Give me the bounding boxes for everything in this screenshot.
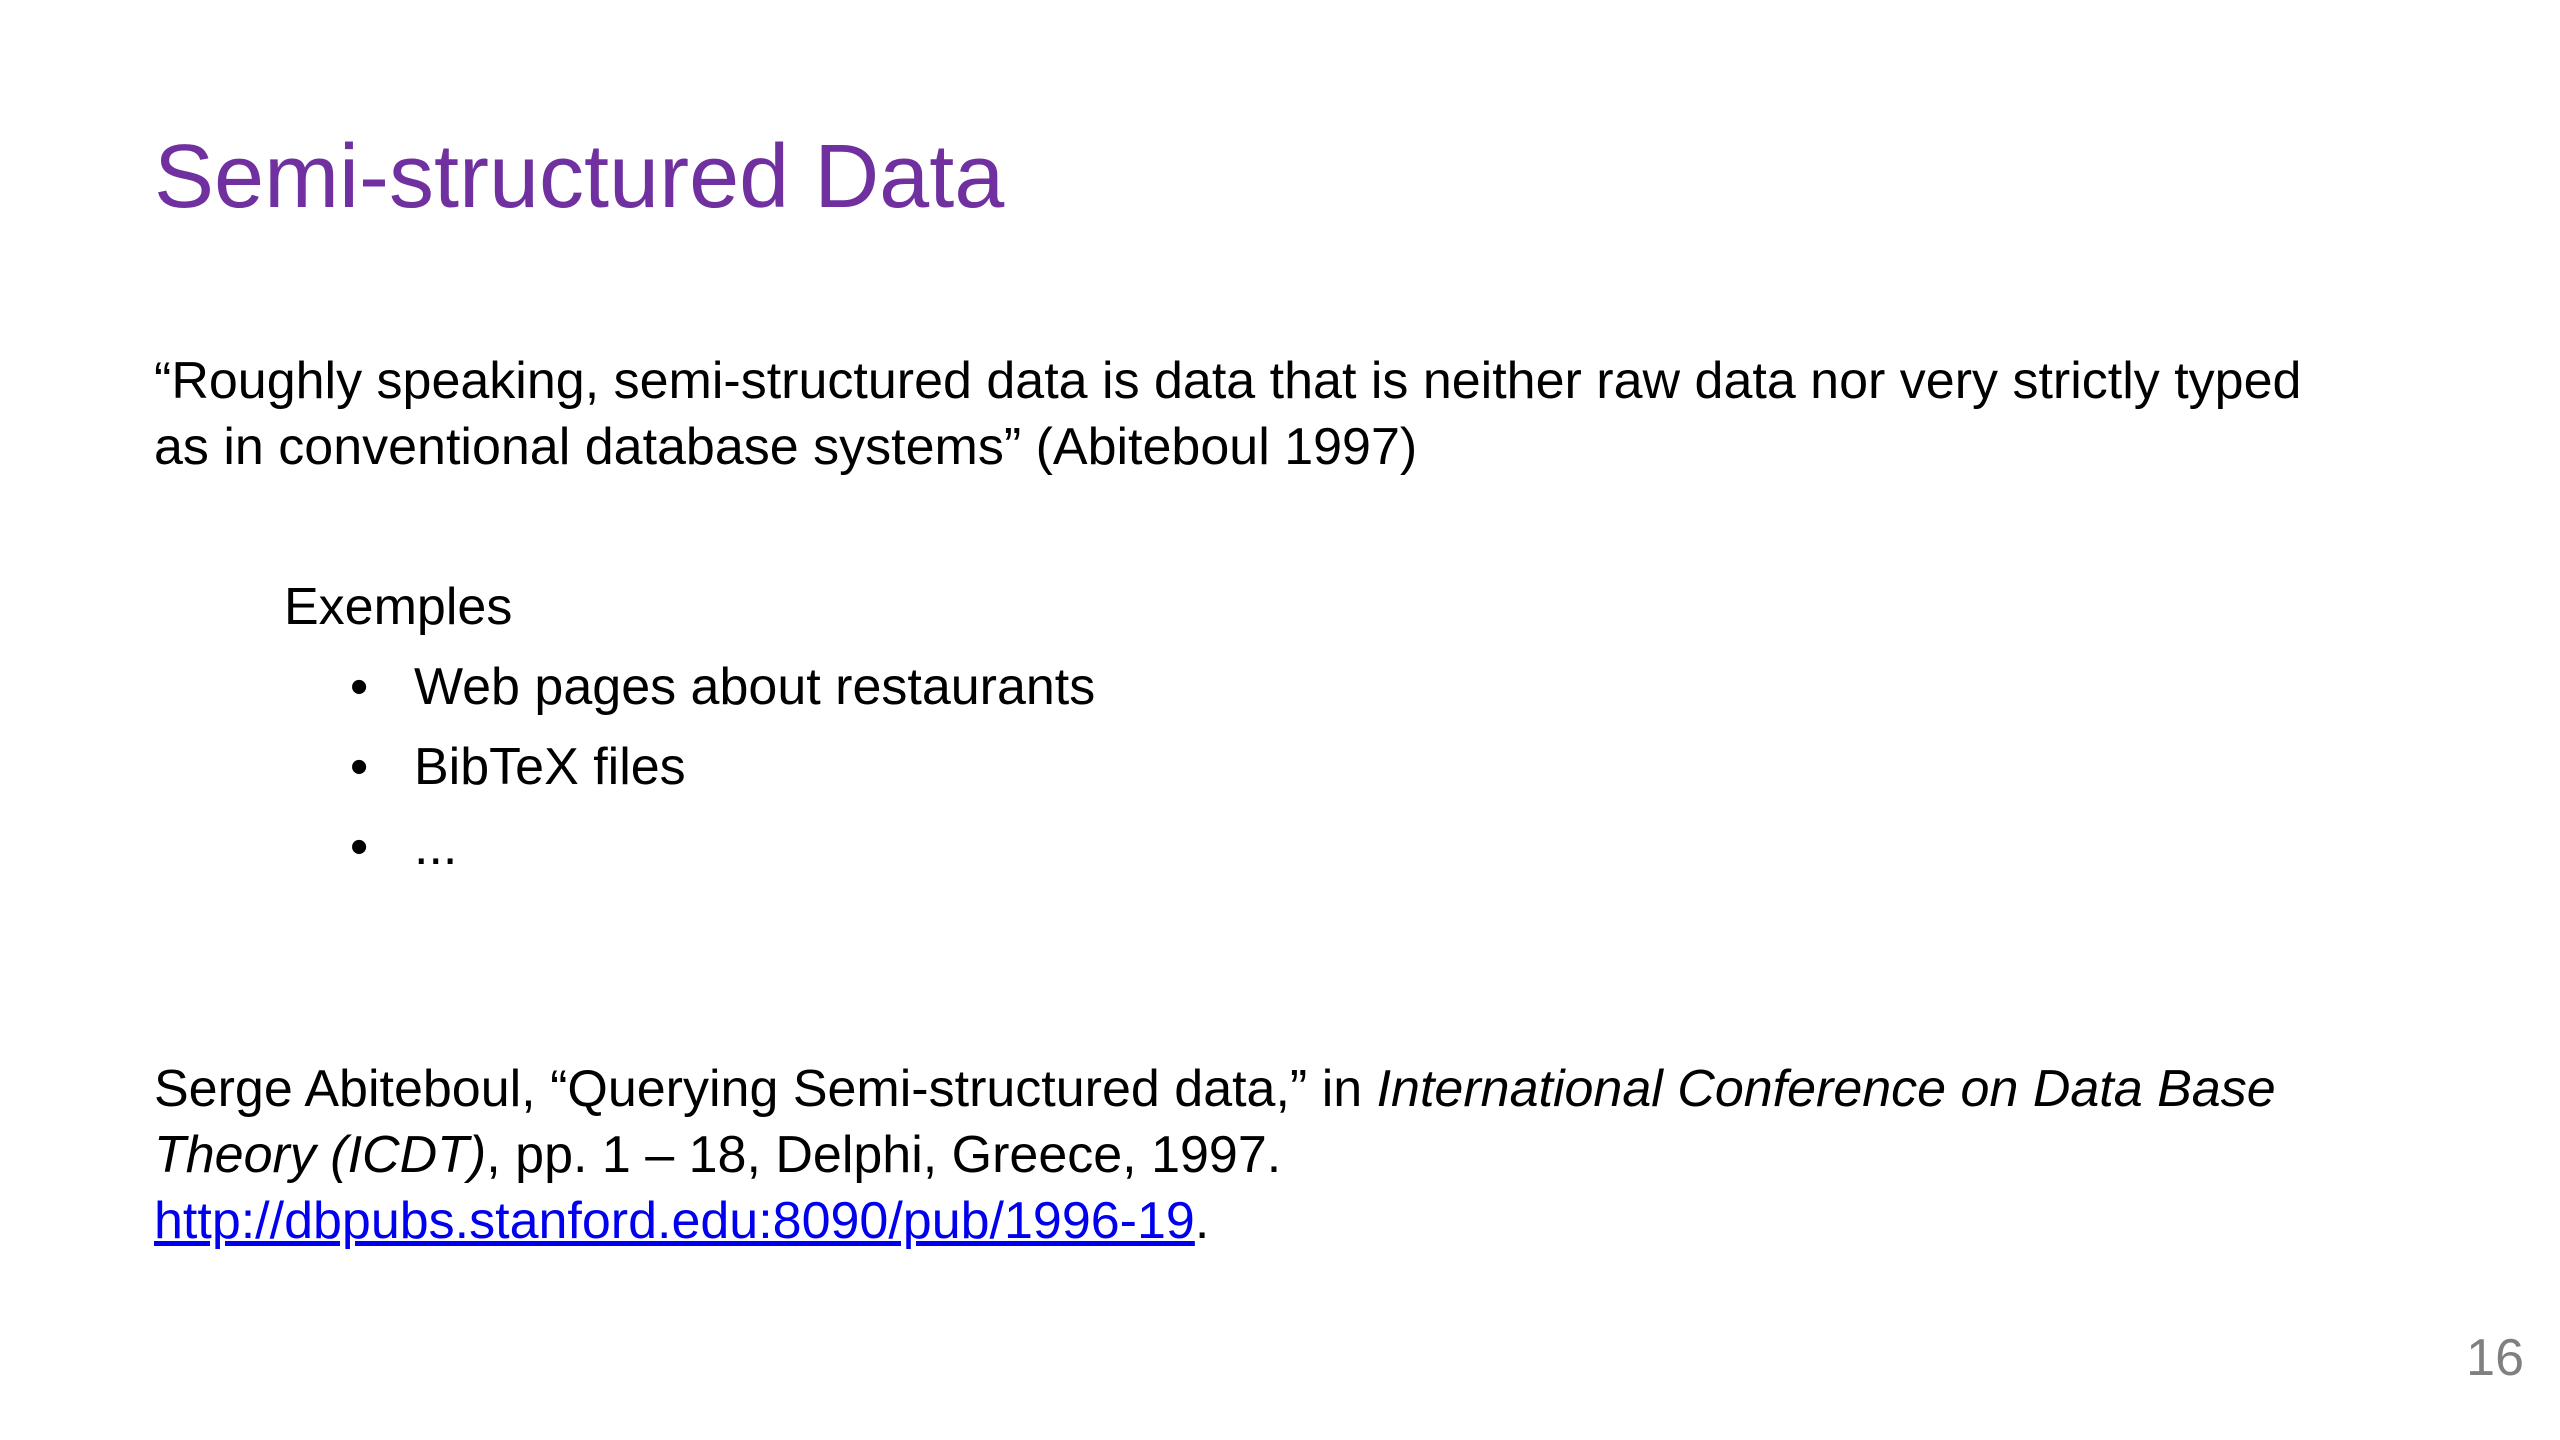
list-item-text: BibTeX files (414, 738, 686, 796)
bullet-icon: • (350, 738, 369, 796)
list-item-text: ... (414, 818, 458, 876)
list-item (350, 814, 1095, 880)
list-item-text: Web pages about restaurants (414, 658, 1096, 716)
reference-suffix: , pp. 1 – 18, Delphi, Greece, 1997. (486, 1126, 1282, 1184)
reference-venue: International Conference on Data Base Theory (ICDT) (154, 1060, 2276, 1184)
examples-section (284, 574, 1095, 894)
page-number: 16 (2466, 1329, 2524, 1387)
examples-heading: Exemples (284, 578, 513, 636)
bullet-icon: • (350, 658, 369, 716)
reference-trailing: . (1194, 1192, 1210, 1250)
examples-list (284, 654, 1095, 880)
bullet-icon: • (350, 818, 369, 876)
reference-citation (154, 1056, 2374, 1254)
slide-title: Semi-structured Data (154, 127, 1005, 227)
definition-quote: “Roughly speaking, semi-structured data is data that is neither raw data nor very strictly typed as in conventional database systems” (Abiteboul 1997) (154, 352, 2302, 476)
list-item (350, 654, 1096, 720)
list-item (350, 734, 1095, 800)
reference-link[interactable]: http://dbpubs.stanford.edu:8090/pub/1996-19 (154, 1192, 1195, 1250)
reference-prefix: Serge Abiteboul, “Querying Semi-structured data,” in (154, 1060, 1377, 1118)
